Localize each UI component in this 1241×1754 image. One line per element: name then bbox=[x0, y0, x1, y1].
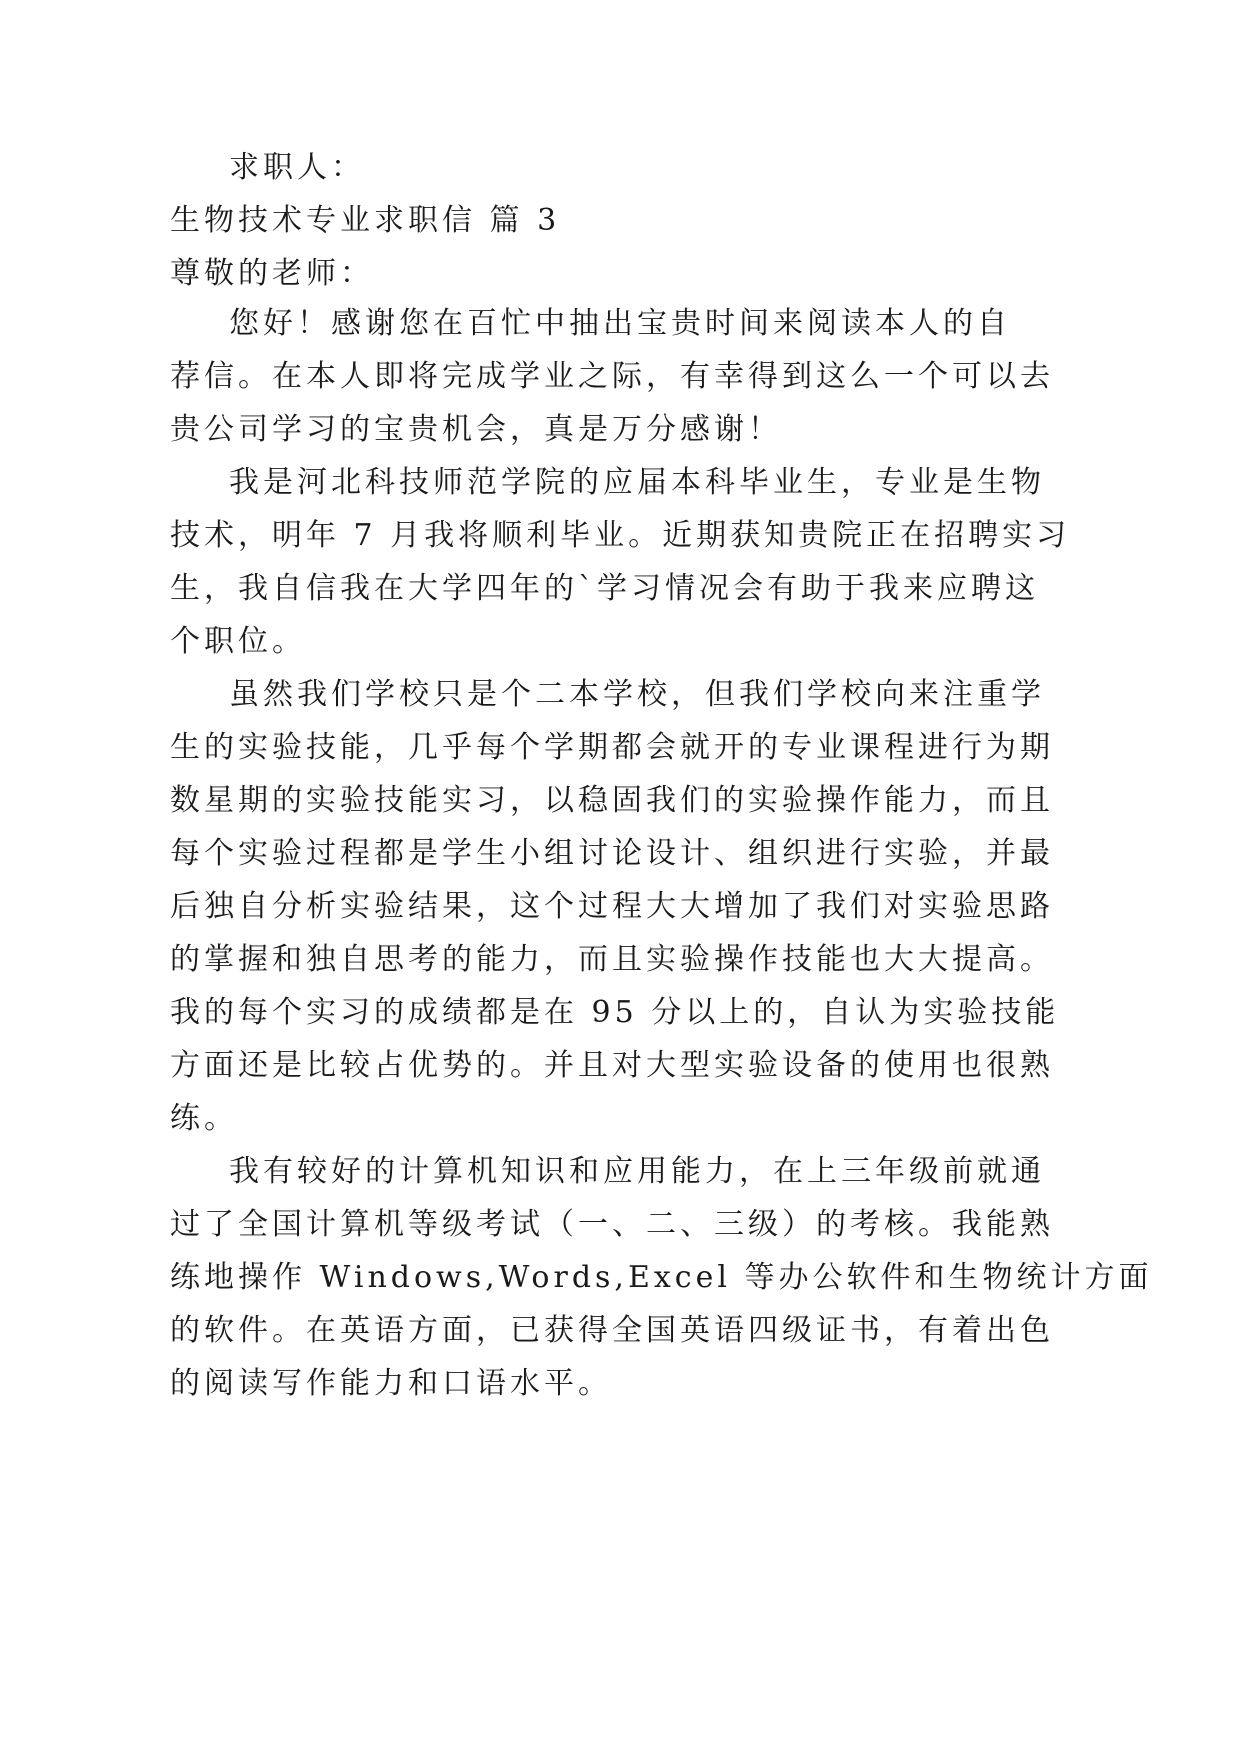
paragraph-line: 数星期的实验技能实习，以稳固我们的实验操作能力，而且 bbox=[170, 783, 1054, 818]
paragraph-line: 方面还是比较占优势的。并且对大型实验设备的使用也很熟 bbox=[170, 1048, 1054, 1083]
section-title: 生物技术专业求职信 篇 3 bbox=[170, 203, 561, 238]
signature-line: 求职人： bbox=[229, 150, 365, 185]
paragraph-line: 虽然我们学校只是个二本学校，但我们学校向来注重学 bbox=[229, 677, 1045, 712]
paragraph-line: 的软件。在英语方面，已获得全国英语四级证书，有着出色 bbox=[170, 1313, 1054, 1348]
paragraph-line: 练。 bbox=[170, 1101, 238, 1136]
paragraph-line: 生，我自信我在大学四年的`学习情况会有助于我来应聘这 bbox=[170, 571, 1039, 606]
paragraph-line: 我有较好的计算机知识和应用能力，在上三年级前就通 bbox=[229, 1154, 1045, 1189]
paragraph-line: 的阅读写作能力和口语水平。 bbox=[170, 1366, 612, 1401]
paragraph-line: 我的每个实习的成绩都是在 95 分以上的，自认为实验技能 bbox=[170, 995, 1060, 1030]
paragraph-line: 的掌握和独自思考的能力，而且实验操作技能也大大提高。 bbox=[170, 942, 1054, 977]
paragraph-line: 我是河北科技师范学院的应届本科毕业生，专业是生物 bbox=[229, 465, 1045, 500]
paragraph-line: 个职位。 bbox=[170, 624, 306, 659]
paragraph-line: 每个实验过程都是学生小组讨论设计、组织进行实验，并最 bbox=[170, 836, 1054, 871]
paragraph-line: 贵公司学习的宝贵机会，真是万分感谢！ bbox=[170, 412, 782, 447]
paragraph-line: 您好！感谢您在百忙中抽出宝贵时间来阅读本人的自 bbox=[229, 306, 1011, 341]
paragraph-line: 过了全国计算机等级考试（一、二、三级）的考核。我能熟 bbox=[170, 1207, 1054, 1242]
salutation: 尊敬的老师： bbox=[170, 256, 374, 291]
paragraph-line: 荐信。在本人即将完成学业之际，有幸得到这么一个可以去 bbox=[170, 359, 1054, 394]
paragraph-line: 技术，明年 7 月我将顺利毕业。近期获知贵院正在招聘实习 bbox=[170, 518, 1071, 553]
paragraph-line: 练地操作 Windows,Words,Excel 等办公软件和生物统计方面 bbox=[170, 1260, 1153, 1295]
paragraph-line: 生的实验技能，几乎每个学期都会就开的专业课程进行为期 bbox=[170, 730, 1054, 765]
paragraph-line: 后独自分析实验结果，这个过程大大增加了我们对实验思路 bbox=[170, 889, 1054, 924]
